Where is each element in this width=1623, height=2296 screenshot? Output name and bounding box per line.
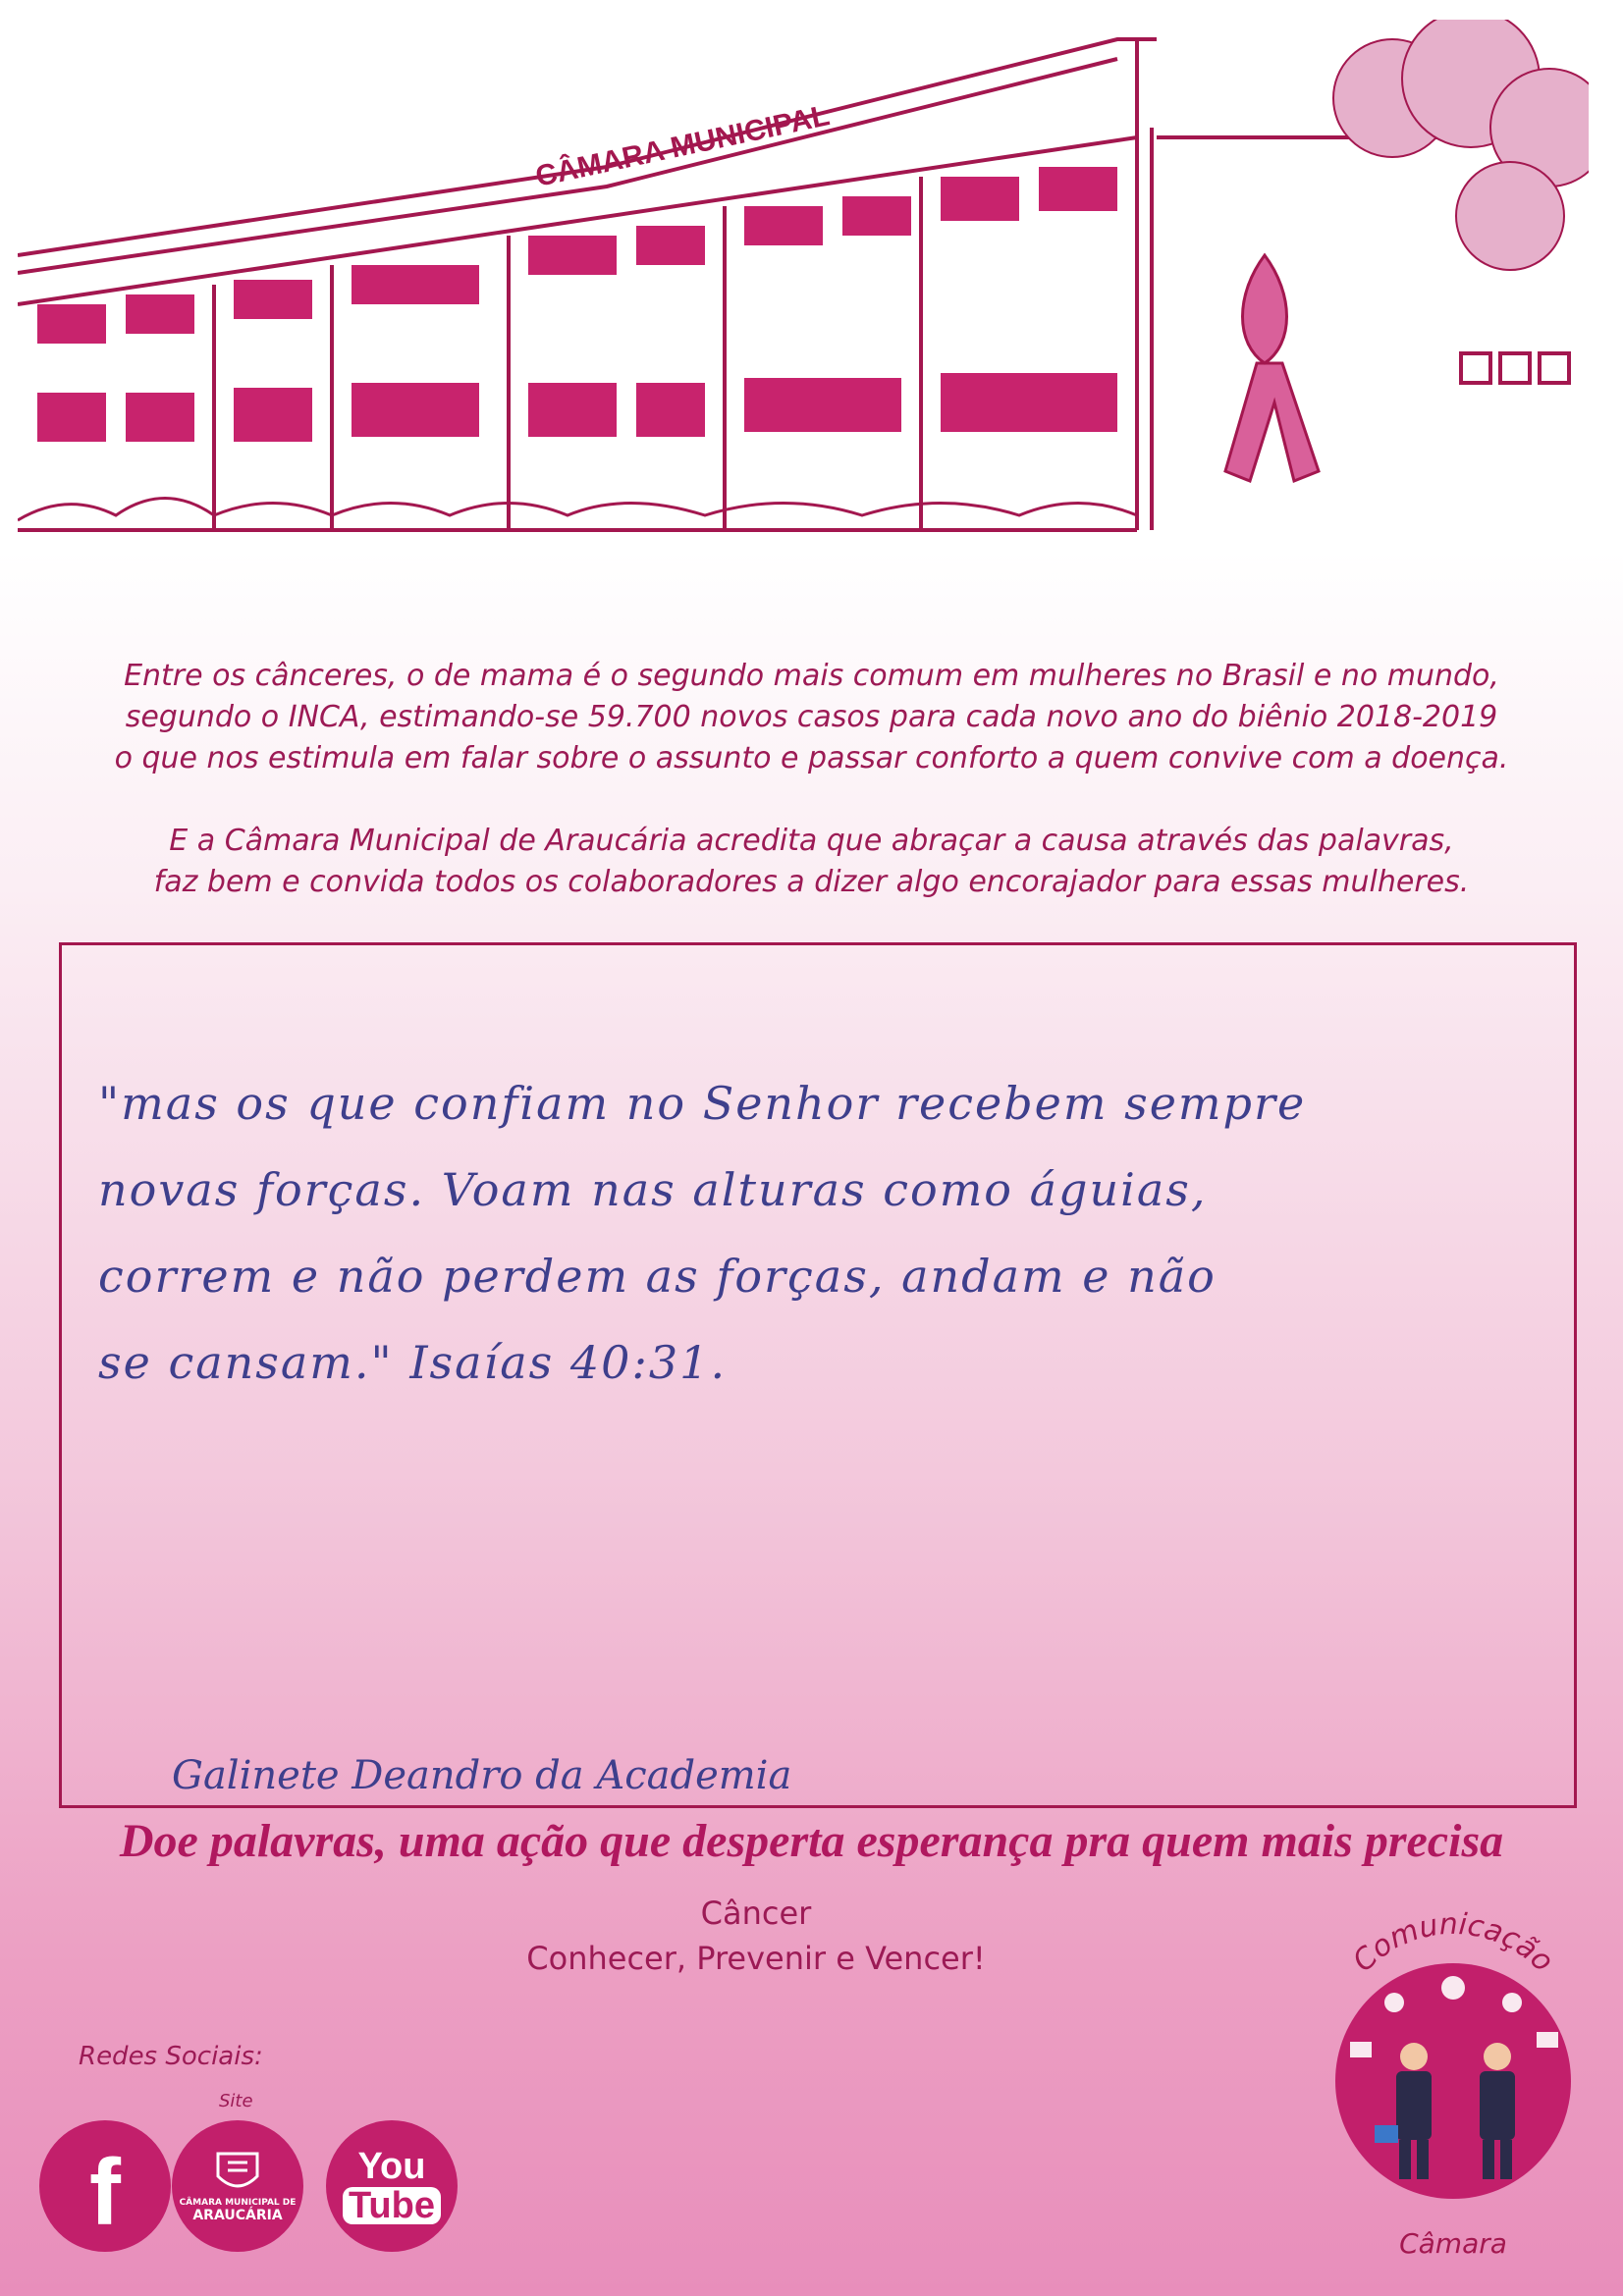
- intro-paragraph-1: [39, 656, 1584, 779]
- intro-paragraph-2: [39, 821, 1584, 903]
- youtube-tube: Tube: [343, 2187, 441, 2224]
- youtube-icon[interactable]: [326, 2120, 458, 2252]
- building-illustration: [18, 20, 1589, 569]
- site-logo-line2: ARAUCÁRIA: [192, 2208, 283, 2223]
- coat-of-arms-icon: [208, 2149, 267, 2198]
- intro-line: segundo o INCA, estimando-se 59.700 novos casos para cada novo ano do biênio 2018-2019: [125, 700, 1498, 734]
- intro-line: Entre os cânceres, o de mama é o segundo mais comum em mulheres no Brasil e no mundo,: [124, 659, 1499, 693]
- youtube-you: You: [357, 2146, 426, 2187]
- intro-line: E a Câmara Municipal de Araucária acredita que abraçar a causa através das palavras,: [169, 824, 1454, 858]
- social-title: Redes Sociais:: [79, 2042, 263, 2071]
- building-sign: CÂMARA MUNICIPAL: [532, 99, 833, 193]
- slogan: Doe palavras, uma ação que desperta esperança pra quem mais precisa: [119, 1815, 1504, 1867]
- intro-line: faz bem e convida todos os colaboradores a dizer algo encorajador para essas mulheres.: [153, 865, 1470, 899]
- intro-line: o que nos estimula em falar sobre o assunto e passar conforto a quem convive com a doença.: [114, 741, 1509, 775]
- site-logo-line1: CÂMARA MUNICIPAL DE: [179, 2198, 297, 2208]
- facebook-icon[interactable]: [39, 2120, 171, 2252]
- logo-top-text: Comunicação: [1346, 1906, 1560, 1979]
- handwritten-message: [98, 1060, 1473, 1406]
- site-label: Site: [219, 2091, 253, 2111]
- campaign-subtitle: Conhecer, Prevenir e Vencer!: [526, 1940, 986, 1977]
- message-line: novas forças. Voam nas alturas como águias,: [98, 1163, 1208, 1216]
- facebook-glyph: f: [89, 2140, 121, 2245]
- campaign-title: Câncer: [700, 1895, 812, 1932]
- message-line: se cansam." Isaías 40:31.: [98, 1336, 728, 1389]
- message-line: "mas os que confiam no Senhor recebem sempre: [98, 1077, 1307, 1130]
- message-line: correm e não perdem as forças, andam e não: [98, 1250, 1217, 1303]
- site-logo-icon[interactable]: [172, 2120, 303, 2252]
- comunicacao-camara-logo: [1306, 1885, 1600, 2277]
- signature: Galinete Deandro da Academia: [172, 1753, 792, 1798]
- logo-bottom-text: Câmara: [1399, 2227, 1507, 2260]
